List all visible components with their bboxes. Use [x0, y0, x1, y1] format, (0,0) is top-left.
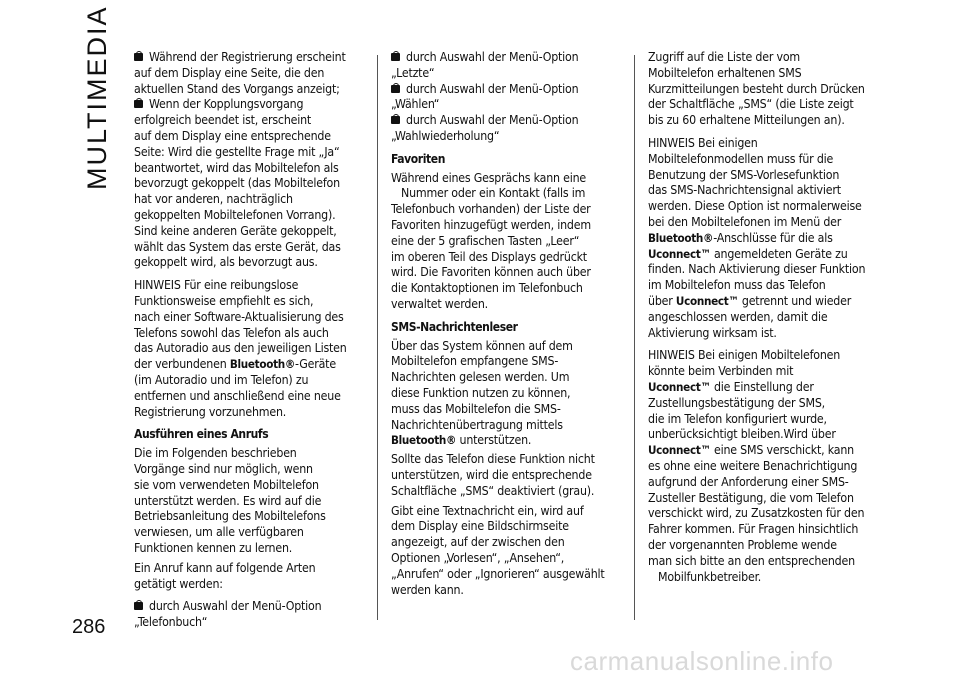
paragraph: Über das System können auf dem Mobiltelefon empfangene SMS- Nachrichten gelesen werden. Um diese Funktion nutzen zu können, muss das Mobiltelefon die SMS- Nachrichtenübertragung mittels Bluetooth® unterstützen.: [391, 338, 573, 448]
phone-bullet-icon: [134, 600, 145, 611]
section-heading: Ausführen eines Anrufs: [134, 427, 269, 442]
phone-bullet-icon: [391, 51, 402, 62]
paragraph: Zugriff auf die Liste der vom Mobiltelefon erhaltenen SMS Kurzmitteilungen besteht durch Drücken der Schaltfläche „SMS“ (die Liste zeigt bis zu 60 erhaltene Mitteilungen an).: [648, 50, 865, 128]
bullet-paragraph: Während der Registrierung erscheint auf dem Display eine Seite, die den aktuellen Stand des Vorgangs anzeigt;: [134, 50, 346, 96]
bullet-item: durch Auswahl der Menü-Option „Letzte“: [391, 50, 579, 80]
watermark: carmanualsonline.info: [570, 646, 834, 676]
paragraph: Gibt eine Textnachricht ein, wird auf dem Display eine Bildschirmseite angezeigt, auf der zwischen den Optionen „Vorlesen“, „Ansehen“, „Anrufen“ oder „Ignorieren“ ausgewählt werden kann.: [391, 503, 605, 597]
note-paragraph: HINWEIS Bei einigen Mobiltelefonmodellen muss für die Benutzung der SMS-Vorlesefunktion das SMS-Nachrichtensignal aktiviert werden. Diese Option ist normalerweise bei den Mobiltelefonen im Menü der Bluetooth®-Anschlüsse für die als Uconnect™ angemeldeten Geräte zu finden. Nach Aktivierung dieser Funktion im Mobiltelefon muss das Telefon über Uconnect™ getrennt und wieder angeschlossen werden, damit die Aktivierung wirksam ist.: [648, 135, 866, 340]
paragraph: Die im Folgenden beschrieben Vorgänge sind nur möglich, wenn sie vom verwendeten Mobiltelefon unterstützt werden. Es wird auf die Betriebsanleitung des Mobiltelefons verwiesen, um alle verfügbaren Funktionen kennen zu lernen.: [134, 446, 326, 555]
paragraph: Während eines Gesprächs kann eine Nummer oder ein Kontakt (falls im Telefonbuch vorhanden) der Liste der Favoriten hinzugefügt werden, indem eine der 5 grafischen Tasten „Leer“ im oberen Teil des Displays gedrückt wird. Die Favoriten können auch über die Kontaktoptionen im Telefonbuch verwaltet werden.: [391, 170, 591, 311]
phone-bullet-icon: [391, 114, 402, 125]
page-number: 286: [72, 616, 106, 638]
phone-bullet-icon: [134, 51, 145, 62]
bullet-item: durch Auswahl der Menü-Option „Wählen“: [391, 81, 579, 112]
paragraph: Ein Anruf kann auf folgende Arten getätigt werden:: [134, 560, 316, 591]
text-column-3: [648, 50, 888, 585]
text-column-1: [134, 50, 366, 631]
bullet-paragraph: Wenn der Kopplungsvorgang erfolgreich beendet ist, erscheint auf dem Display eine entsprechende Seite: Wird die gestellte Frage mit „Ja“ beantwortet, wird das Mobiltelefon als bevorzugt gekoppelt (das Mobiltelefon hat vor anderen, nachträglich gekoppelten Mobiltelefonen Vorrang). Sind keine anderen Geräte gekoppelt, wählt das System das erste Gerät, das gekoppelt wird, als bevorzugt aus.: [134, 97, 341, 270]
text-column-2: [391, 50, 623, 598]
section-heading: Favoriten: [391, 151, 446, 166]
phone-bullet-icon: [134, 98, 145, 109]
column-divider: [634, 55, 635, 620]
note-paragraph: HINWEIS Bei einigen Mobiltelefonen könnte beim Verbinden mit Uconnect™ die Einstellung der Zustellungsbestätigung der SMS, die im Telefon konfiguriert wurde, unberücksichtigt bleiben.Wird über Uconnect™ eine SMS verschickt, kann es ohne eine weitere Benachrichtigung aufgrund der Anforderung einer SMS- Zusteller Bestätigung, die vom Telefon verschickt wird, zu Zusatzkosten für den Fahrer kommen. Für Fragen hinsichtlich der vorgenannten Probleme wende man sich bitte an den entsprechenden Mobilfunkbetreiber.: [648, 348, 865, 584]
bullet-item: durch Auswahl der Menü-Option „Wahlwiederholung“: [391, 113, 579, 143]
note-paragraph: HINWEIS Für eine reibungslose Funktionsweise empfiehlt es sich, nach einer Software-Aktualisierung des Telefons sowohl das Telefon als auch das Autoradio aus den jeweiligen Listen der verbundenen Bluetooth®-Geräte (im Autoradio und im Telefon) zu entfernen und anschließend eine neue Registrierung vorzunehmen.: [134, 278, 347, 419]
column-divider: [377, 55, 378, 620]
paragraph: Sollte das Telefon diese Funktion nicht unterstützen, wird die entsprechende Schaltfläche „SMS“ deaktiviert (grau).: [391, 452, 595, 498]
bullet-item: durch Auswahl der Menü-Option „Telefonbuch“: [134, 599, 322, 630]
phone-bullet-icon: [391, 83, 402, 94]
section-heading: SMS-Nachrichtenleser: [391, 319, 518, 334]
section-title: MULTIMEDIA: [82, 5, 112, 190]
